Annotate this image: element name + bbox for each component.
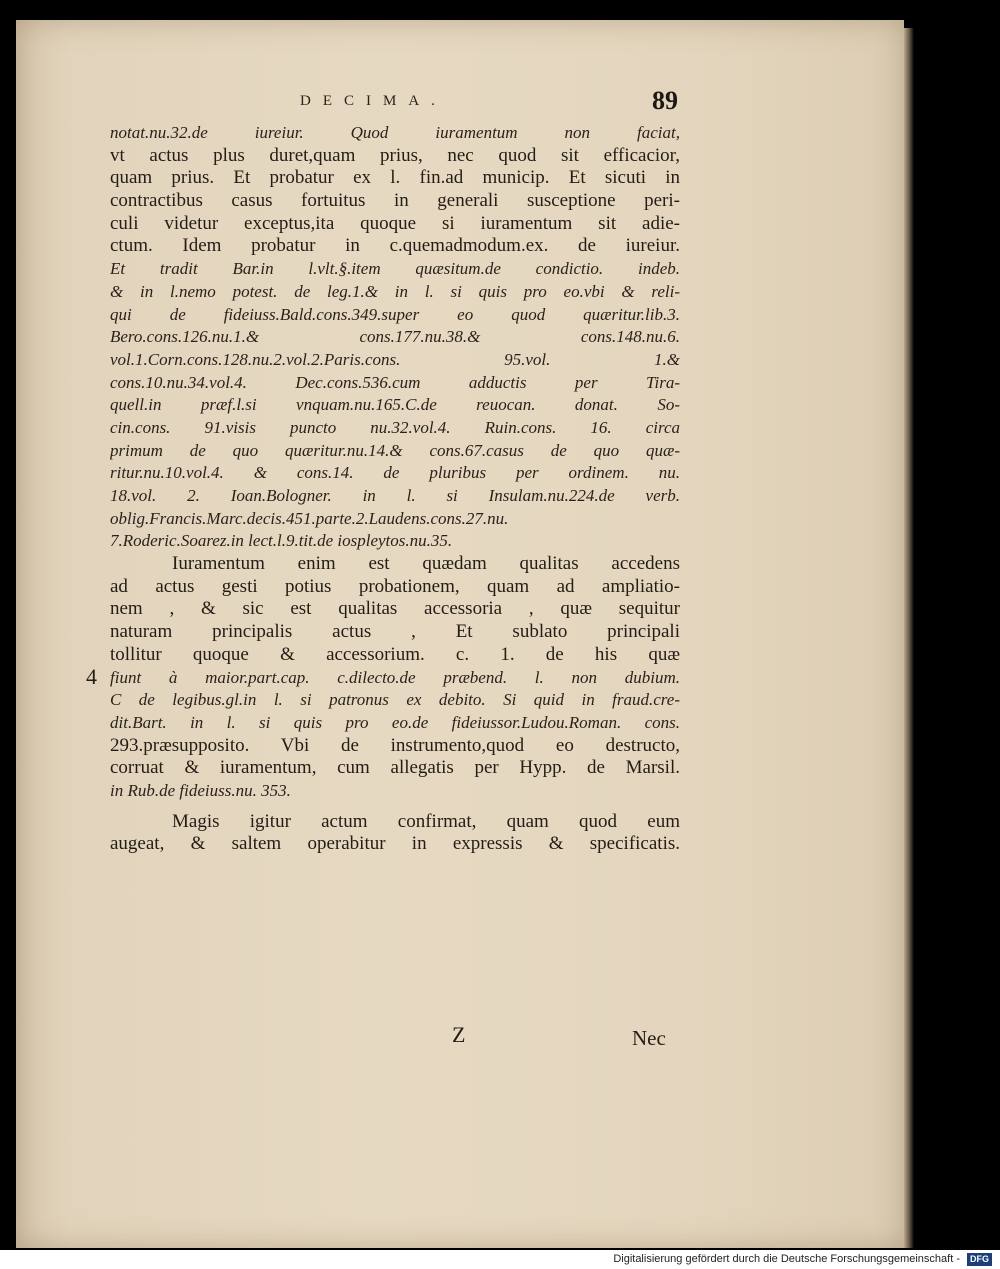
text-block [110, 122, 680, 856]
text-line: ritur.nu.10.vol.4. & cons.14. de pluribus per ordinem. nu. [110, 463, 680, 483]
running-head: DECIMA. [300, 93, 447, 109]
text-line: corruat & iuramentum, cum allegatis per Hypp. de Marsil. [110, 757, 680, 779]
text-line: fiunt à maior.part.cap. c.dilecto.de præbend. l. non dubium. [110, 667, 680, 687]
text-line: Magis igitur actum confirmat, quam quod eum [172, 810, 680, 832]
page-number: 89 [652, 86, 678, 115]
catchword: Nec [632, 1026, 666, 1050]
text-line: qui de fideiuss.Bald.cons.349.super eo quod quæritur.lib.3. [110, 304, 680, 324]
footer-bar [0, 1250, 1000, 1269]
text-line: oblig.Francis.Marc.decis.451.parte.2.Laudens.cons.27.nu. [110, 508, 509, 528]
text-line: vt actus plus duret,quam prius, nec quod sit efficacior, [110, 144, 680, 166]
marginal-number: 4 [86, 664, 97, 689]
funding-notice: Digitalisierung gefördert durch die Deutsche Forschungsgemeinschaft - [613, 1253, 960, 1265]
text-line: ad actus gesti potius probationem, quam ad ampliatio- [110, 575, 680, 597]
text-line: naturam principalis actus , Et sublato principali [110, 621, 680, 643]
page-edge-shadow [904, 28, 914, 1248]
text-line: Et tradit Bar.in l.vlt.§.item quæsitum.de condictio. indeb. [110, 259, 680, 279]
text-line: cons.10.nu.34.vol.4. Dec.cons.536.cum adductis per Tira- [110, 372, 680, 392]
dfg-logo-icon: DFG [967, 1253, 992, 1266]
text-line: notat.nu.32.de iureiur. Quod iuramentum non faciat, [110, 123, 680, 142]
text-line: Iuramentum enim est quædam qualitas accedens [172, 553, 680, 575]
text-line: cin.cons. 91.visis puncto nu.32.vol.4. Ruin.cons. 16. circa [110, 417, 680, 437]
text-line: culi videtur exceptus,ita quoque si iuramentum sit adie- [110, 212, 680, 234]
text-line: & in l.nemo potest. de leg.1.& in l. si quis pro eo.vbi & reli- [110, 281, 680, 301]
text-line: Bero.cons.126.nu.1.& cons.177.nu.38.& cons.148.nu.6. [110, 327, 680, 347]
text-line: vol.1.Corn.cons.128.nu.2.vol.2.Paris.cons. 95.vol. 1.& [110, 349, 680, 369]
text-line: primum de quo quæritur.nu.14.& cons.67.casus de quo quæ- [110, 440, 680, 460]
text-line: tollitur quoque & accessorium. c. 1. de his quæ [110, 643, 680, 665]
text-line: quell.in præf.l.si vnquam.nu.165.C.de reuocan. donat. So- [110, 395, 680, 415]
text-line: 293.præsupposito. Vbi de instrumento,quod eo destructo, [110, 734, 680, 756]
text-line: nem , & sic est qualitas accessoria , quæ sequitur [110, 598, 680, 620]
text-line: dit.Bart. in l. si quis pro eo.de fideiussor.Ludou.Roman. cons. [110, 712, 680, 732]
text-line: 7.Roderic.Soarez.in lect.l.9.tit.de iospleytos.nu.35. [110, 531, 453, 551]
text-line: C de legibus.gl.in l. si patronus ex debito. Si quid in fraud.cre- [110, 690, 680, 710]
text-line: ctum. Idem probatur in c.quemadmodum.ex. de iureiur. [110, 235, 680, 257]
text-line: contractibus casus fortuitus in generali susceptione peri- [110, 190, 680, 212]
text-line: augeat, & saltem operabitur in expressis & specificatis. [110, 833, 680, 855]
text-line: in Rub.de fideiuss.nu. 353. [110, 780, 291, 800]
signature-mark: Z [452, 1022, 466, 1047]
text-line: quam prius. Et probatur ex l. fin.ad municip. Et sicuti in [110, 167, 680, 189]
text-line: 18.vol. 2. Ioan.Bologner. in l. si Insulam.nu.224.de verb. [110, 486, 680, 505]
